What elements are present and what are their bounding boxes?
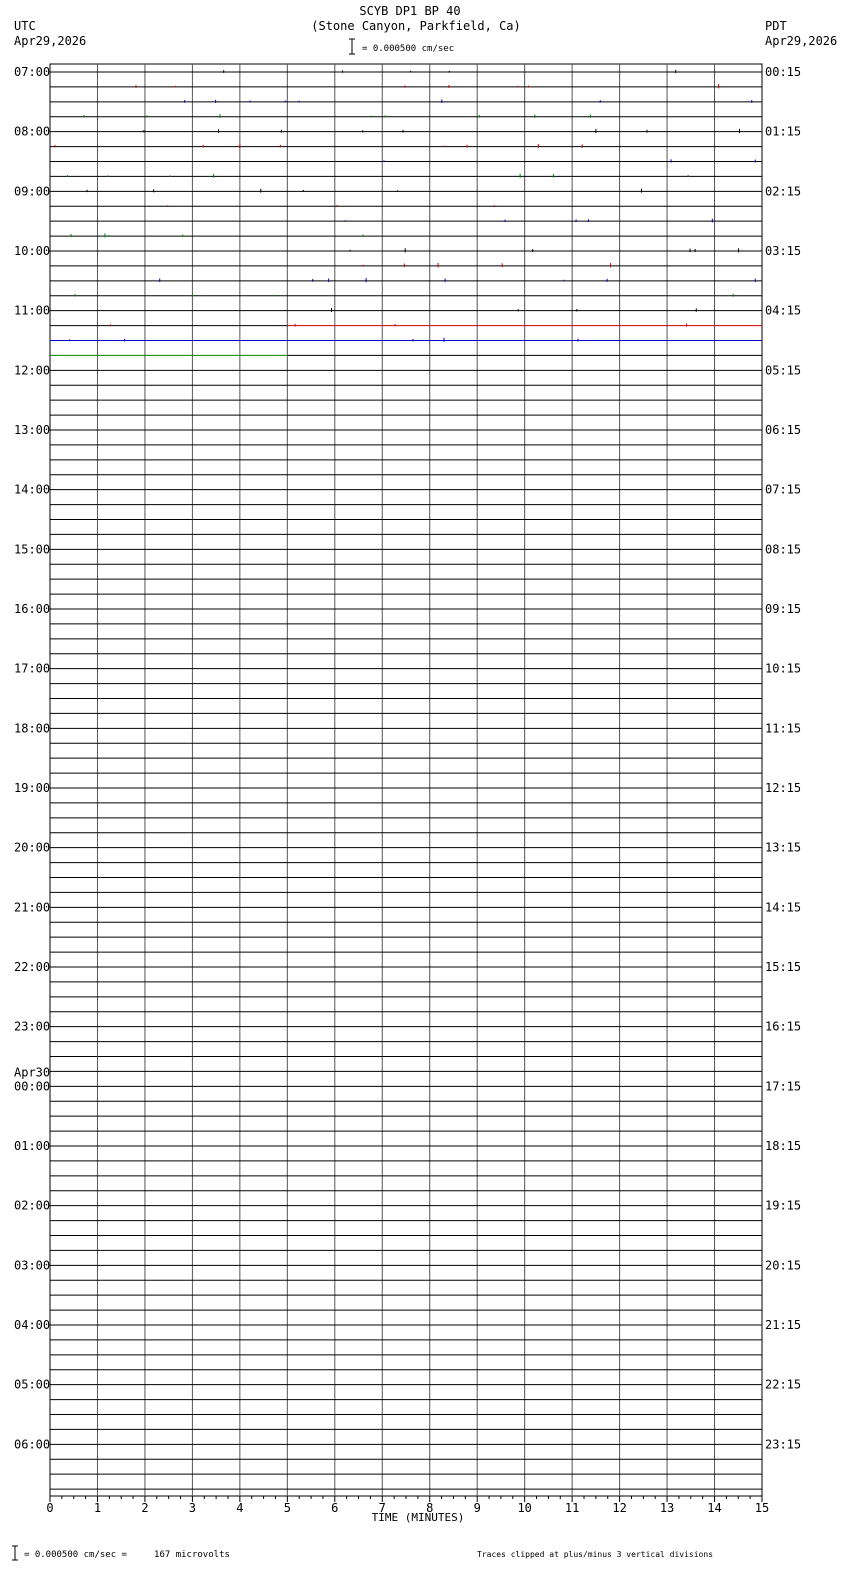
x-axis-label: TIME (MINUTES) [371,1511,465,1524]
x-tick-label: 13 [659,1501,675,1515]
footer-clip-note: Traces clipped at plus/minus 3 vertical divisions [477,1550,714,1559]
pdt-hour-label: 22:15 [765,1377,802,1392]
pdt-hour-label: 03:15 [765,244,802,258]
x-tick-label: 15 [754,1501,770,1515]
pdt-hour-label: 04:15 [765,303,802,318]
utc-hour-label: 16:00 [14,602,51,616]
scale-label: = 0.000500 cm/sec [362,44,455,54]
x-tick-label: 11 [564,1501,580,1515]
x-tick-label: 9 [473,1501,481,1515]
utc-hour-label: 07:00 [14,65,51,79]
utc-hour-label: 13:00 [14,423,51,437]
pdt-hour-label: 12:15 [765,781,802,795]
utc-hour-label: 12:00 [14,363,51,378]
x-tick-label: 4 [236,1501,244,1515]
pdt-hour-label: 00:15 [765,65,802,79]
utc-hour-label: 17:00 [14,661,51,676]
utc-hour-label: 11:00 [14,303,51,318]
pdt-hour-label: 09:15 [765,602,802,616]
pdt-hour-label: 21:15 [765,1318,802,1332]
plot-frame [50,64,762,1496]
utc-hour-label: 09:00 [14,184,51,199]
x-tick-label: 2 [141,1501,149,1515]
x-tick-label: 8 [426,1501,434,1515]
pdt-hour-label: 11:15 [765,721,802,736]
pdt-hour-label: 20:15 [765,1258,802,1273]
utc-hour-label: 15:00 [14,542,51,557]
pdt-hour-label: 08:15 [765,542,802,557]
utc-hour-label: 04:00 [14,1318,51,1332]
chart-title: SCYB DP1 BP 40 [359,4,461,18]
utc-hour-label: 18:00 [14,721,51,736]
pdt-hour-label: 18:15 [765,1139,802,1153]
left-date: Apr29,2026 [14,34,87,48]
x-tick-label: 12 [612,1501,627,1515]
utc-hour-label: 10:00 [14,244,51,258]
pdt-hour-label: 23:15 [765,1437,802,1452]
utc-hour-label: 21:00 [14,900,51,915]
pdt-hour-label: 15:15 [765,960,802,974]
utc-hour-label: 23:00 [14,1019,51,1034]
utc-date-change-label: Apr30 [14,1065,51,1080]
pdt-hour-label: 13:15 [765,840,802,855]
utc-hour-label: 06:00 [14,1437,51,1452]
utc-hour-label: 19:00 [14,781,51,795]
x-tick-label: 3 [188,1501,197,1515]
utc-hour-label: 01:00 [14,1139,51,1153]
pdt-hour-label: 10:15 [765,661,802,676]
x-tick-label: 1 [93,1501,102,1515]
pdt-hour-label: 06:15 [765,423,802,437]
pdt-hour-label: 17:15 [765,1079,802,1094]
utc-hour-label: 03:00 [14,1258,51,1273]
utc-hour-label: 20:00 [14,840,51,855]
right-date: Apr29,2026 [765,34,838,48]
pdt-hour-label: 07:15 [765,482,802,497]
pdt-hour-label: 02:15 [765,184,802,199]
pdt-hour-label: 01:15 [765,124,802,139]
utc-hour-label: 00:00 [14,1079,51,1094]
utc-hour-label: 02:00 [14,1198,51,1213]
pdt-hour-label: 14:15 [765,900,802,915]
footer-scale-note: = 0.000500 cm/sec = 167 microvolts [24,1550,230,1560]
x-tick-label: 10 [517,1501,532,1515]
pdt-hour-label: 16:15 [765,1019,802,1034]
utc-hour-label: 08:00 [14,124,51,139]
pdt-hour-label: 19:15 [765,1198,802,1213]
left-timezone: UTC [14,19,36,33]
x-tick-label: 14 [707,1501,722,1515]
x-tick-label: 5 [283,1501,291,1515]
utc-hour-label: 14:00 [14,482,51,497]
x-tick-label: 6 [331,1501,339,1515]
x-tick-label: 0 [46,1501,54,1515]
right-timezone: PDT [765,19,787,33]
utc-hour-label: 22:00 [14,960,51,974]
chart-subtitle: (Stone Canyon, Parkfield, Ca) [311,19,521,33]
x-tick-label: 7 [378,1501,386,1515]
pdt-hour-label: 05:15 [765,363,802,378]
utc-hour-label: 05:00 [14,1377,51,1392]
